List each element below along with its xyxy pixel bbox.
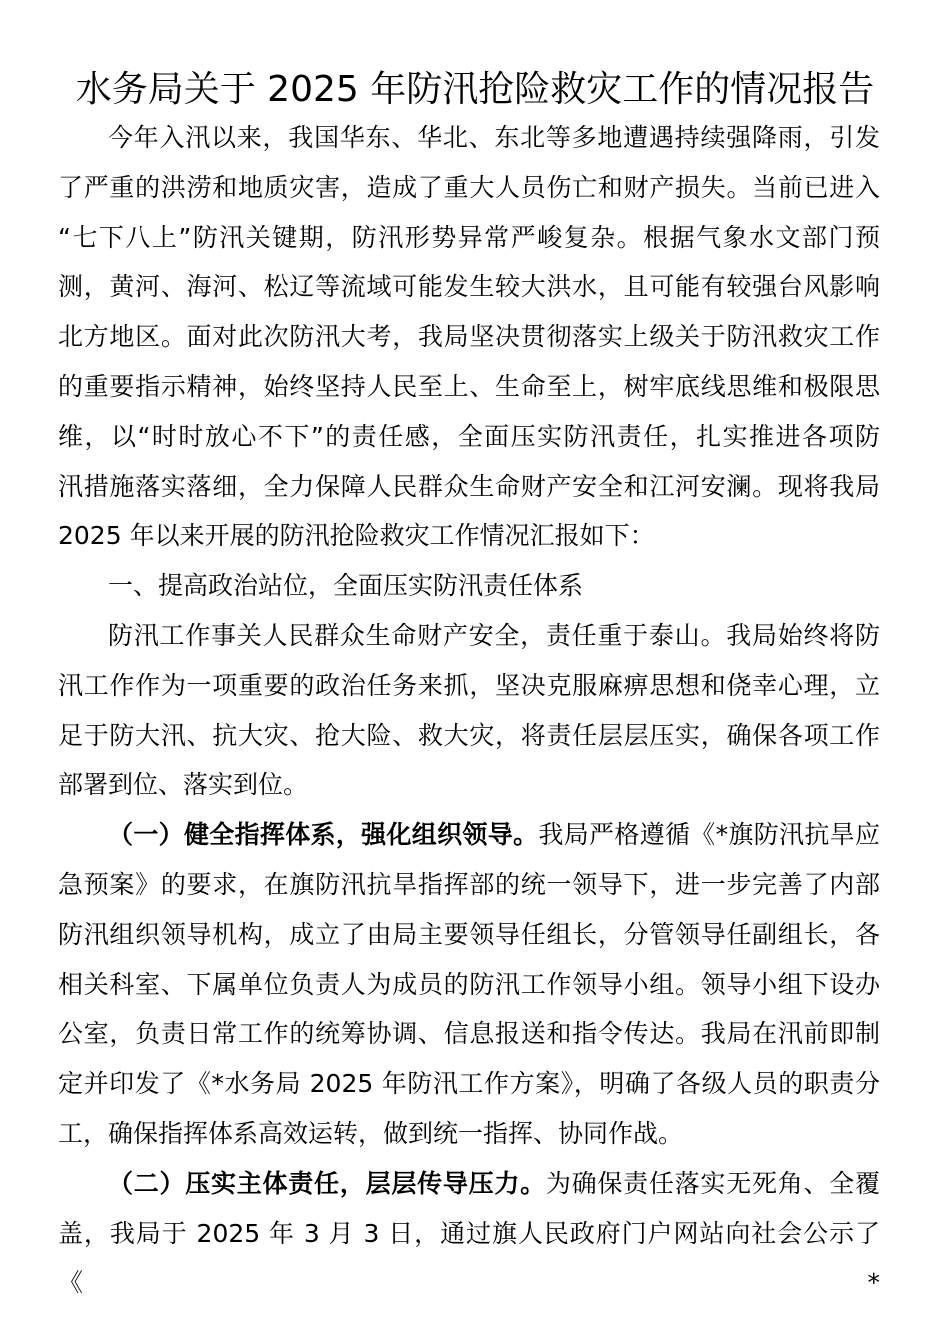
intro-paragraph xyxy=(58,113,880,561)
item-first-line-text: 为确保责任落实无死角、全覆 xyxy=(545,1168,880,1198)
item-paragraph-line: 公室，负责日常工作的统筹协调、信息报送和指令传达。我局在汛前即制 xyxy=(58,1019,880,1049)
item-first-line xyxy=(58,810,880,860)
item-first-line-text: 我局严格遵循《*旗防汛抗旱应 xyxy=(538,820,880,850)
intro-paragraph-line: 今年入汛以来，我国华东、华北、东北等多地遭遇持续强降雨，引发 xyxy=(108,123,880,152)
section-paragraph-line: 防汛工作事关人民群众生命财产安全，责任重于泰山。我局始终将防 xyxy=(108,620,880,650)
item-heading-bold: （一）健全指挥体系，强化组织领导。 xyxy=(108,820,539,850)
item-paragraph-line: 防汛组织领导机构，成立了由局主要领导任组长，分管领导任副组长，各 xyxy=(58,919,880,949)
section-paragraph-line: 汛工作作为一项重要的政治任务来抓，坚决克服麻痹思想和侥幸心理，立 xyxy=(58,670,880,700)
item-paragraph-1 xyxy=(58,810,880,1159)
item-paragraph-line: 盖，我局于 2025 年 3 月 3 日，通过旗人民政府门户网站向社会公示了《* xyxy=(58,1218,880,1298)
item-paragraph-line: 工，确保指挥体系高效运转，做到统一指挥、协同作战。 xyxy=(58,1118,684,1148)
item-paragraph-line: 急预案》的要求，在旗防汛抗旱指挥部的统一领导下，进一步完善了内部 xyxy=(58,869,880,899)
section-paragraph xyxy=(58,611,880,810)
intro-paragraph-line: 了严重的洪涝和地质灾害，造成了重大人员伤亡和财产损失。当前已进入 xyxy=(58,172,880,202)
document-body xyxy=(58,113,880,1298)
section-heading: 一、提高政治站位，全面压实防汛责任体系 xyxy=(108,571,584,601)
intro-paragraph-line: 2025 年以来开展的防汛抢险救灾工作情况汇报如下： xyxy=(58,521,655,551)
intro-paragraph-line: “七下八上”防汛关键期，防汛形势异常严峻复杂。根据气象水文部门预 xyxy=(58,222,880,252)
item-first-line xyxy=(58,1159,880,1209)
item-paragraph-line: 相关科室、下属单位负责人为成员的防汛工作领导小组。领导小组下设办 xyxy=(58,969,880,999)
item-heading-bold: （二）压实主体责任，层层传导压力。 xyxy=(108,1168,546,1198)
section-paragraph-line: 部署到位、落实到位。 xyxy=(58,770,309,800)
item-paragraph-line: 定并印发了《*水务局 2025 年防汛工作方案》，明确了各级人员的职责分 xyxy=(58,1069,880,1099)
section-paragraph-line: 足于防大汛、抗大灾、抢大险、救大灾，将责任层层压实，确保各项工作 xyxy=(58,720,880,750)
intro-paragraph-line: 测，黄河、海河、松辽等流域可能发生较大洪水，且可能有较强台风影响 xyxy=(58,272,880,302)
intro-paragraph-line: 汛措施落实落细，全力保障人民群众生命财产安全和江河安澜。现将我局 xyxy=(58,471,880,501)
intro-paragraph-line: 的重要指示精神，始终坚持人民至上、生命至上，树牢底线思维和极限思 xyxy=(58,371,880,401)
document-title: 水务局关于 2025 年防汛抢险救灾工作的情况报告 xyxy=(75,69,875,110)
intro-paragraph-line: 北方地区。面对此次防汛大考，我局坚决贯彻落实上级关于防汛救灾工作 xyxy=(58,322,880,352)
intro-paragraph-line: 维，以“时时放心不下”的责任感，全面压实防汛责任，扎实推进各项防 xyxy=(58,421,880,451)
item-paragraph-2 xyxy=(58,1159,880,1298)
